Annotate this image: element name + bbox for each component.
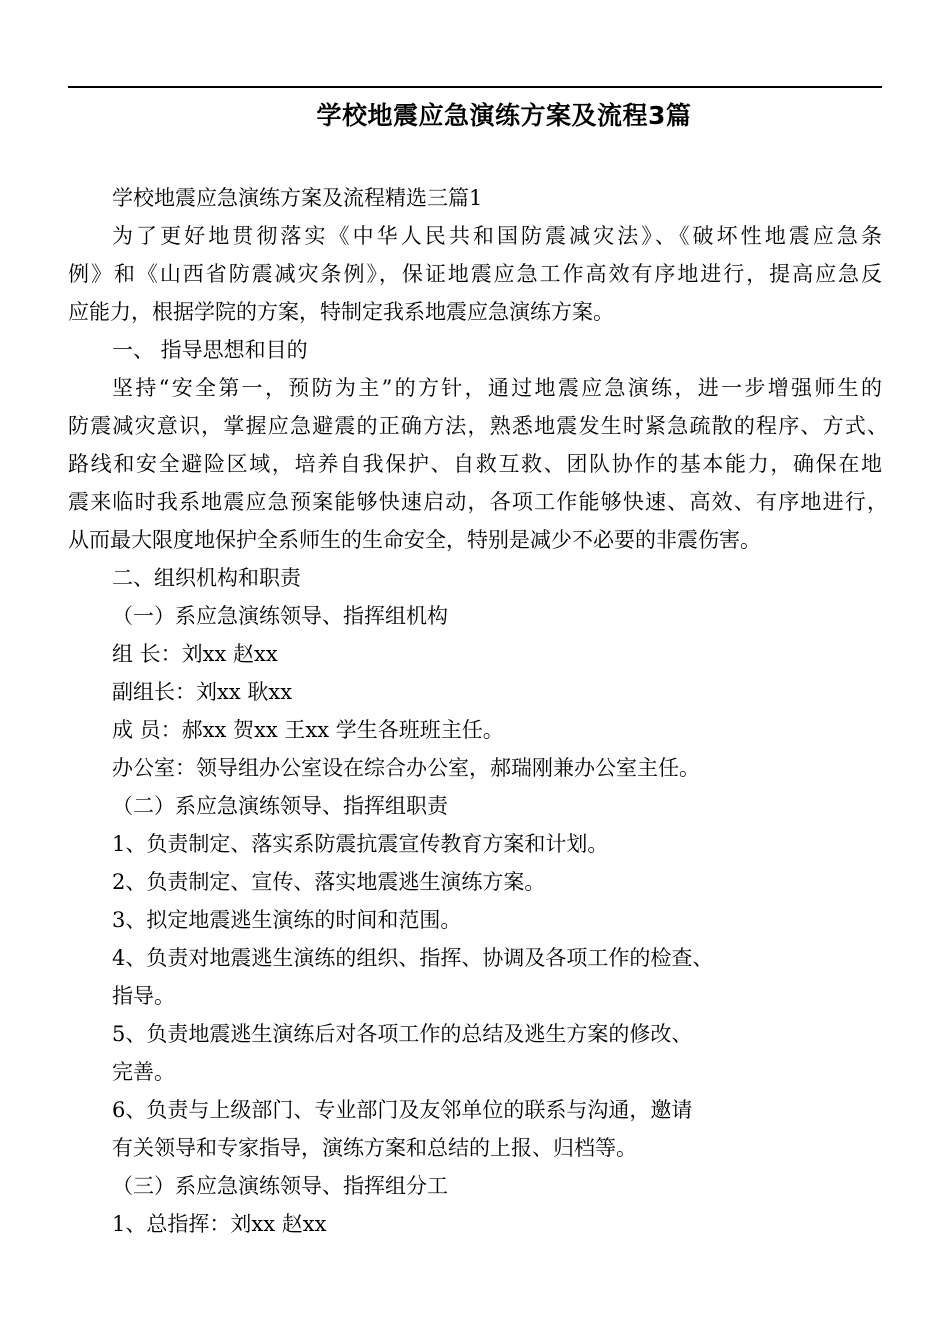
- list-item: 1、负责制定、落实系防震抗震宣传教育方案和计划。: [112, 832, 609, 856]
- list-item: 3、拟定地震逃生演练的时间和范围。: [112, 908, 462, 932]
- paragraph-line: 从而最大限度地保护全系师生的生命安全，特别是减少不必要的非震伤害。: [68, 528, 761, 552]
- section-heading: 一、 指导思想和目的: [112, 338, 308, 362]
- section-heading: 学校地震应急演练方案及流程精选三篇1: [112, 186, 483, 210]
- list-item-continuation: 有关领导和专家指导，演练方案和总结的上报、归档等。: [112, 1136, 637, 1160]
- header-rule: [68, 86, 882, 88]
- list-item: 5、负责地震逃生演练后对各项工作的总结及逃生方案的修改、: [112, 1022, 693, 1046]
- paragraph-line: 例》和《山西省防震减灾条例》，保证地震应急工作高效有序地进行，提高应急反: [68, 262, 882, 286]
- list-item: 1、总指挥：刘xx 赵xx: [112, 1212, 327, 1236]
- list-item-continuation: 指导。: [112, 984, 175, 1008]
- list-item-continuation: 完善。: [112, 1060, 175, 1084]
- paragraph-line: 路线和安全避险区域，培养自我保护、自救互救、团队协作的基本能力，确保在地: [68, 452, 882, 476]
- list-item: 副组长：刘xx 耿xx: [112, 680, 293, 704]
- paragraph-line: 应能力，根据学院的方案，特制定我系地震应急演练方案。: [68, 300, 614, 324]
- subsection-heading: （一）系应急演练领导、指挥组机构: [112, 604, 448, 628]
- list-item: 4、负责对地震逃生演练的组织、指挥、协调及各项工作的检查、: [112, 946, 714, 970]
- section-heading: 二、组织机构和职责: [112, 566, 301, 590]
- list-item: 组 长：刘xx 赵xx: [112, 642, 278, 666]
- subsection-heading: （二）系应急演练领导、指挥组职责: [112, 794, 448, 818]
- paragraph-line: 坚持“安全第一，预防为主”的方针，通过地震应急演练，进一步增强师生的: [112, 376, 882, 400]
- list-item: 办公室：领导组办公室设在综合办公室，郝瑞刚兼办公室主任。: [112, 756, 700, 780]
- list-item: 6、负责与上级部门、专业部门及友邻单位的联系与沟通，邀请: [112, 1098, 693, 1122]
- document-title: 学校地震应急演练方案及流程3篇: [316, 101, 692, 130]
- subsection-heading: （三）系应急演练领导、指挥组分工: [112, 1174, 448, 1198]
- list-item: 2、负责制定、宣传、落实地震逃生演练方案。: [112, 870, 546, 894]
- list-item: 成 员：郝xx 贺xx 王xx 学生各班班主任。: [112, 718, 504, 742]
- paragraph-line: 震来临时我系地震应急预案能够快速启动，各项工作能够快速、高效、有序地进行，: [68, 490, 888, 514]
- paragraph-line: 为了更好地贯彻落实《中华人民共和国防震减灾法》、《破坏性地震应急条: [112, 224, 882, 248]
- paragraph-line: 防震减灾意识，掌握应急避震的正确方法，熟悉地震发生时紧急疏散的程序、方式、: [68, 414, 888, 438]
